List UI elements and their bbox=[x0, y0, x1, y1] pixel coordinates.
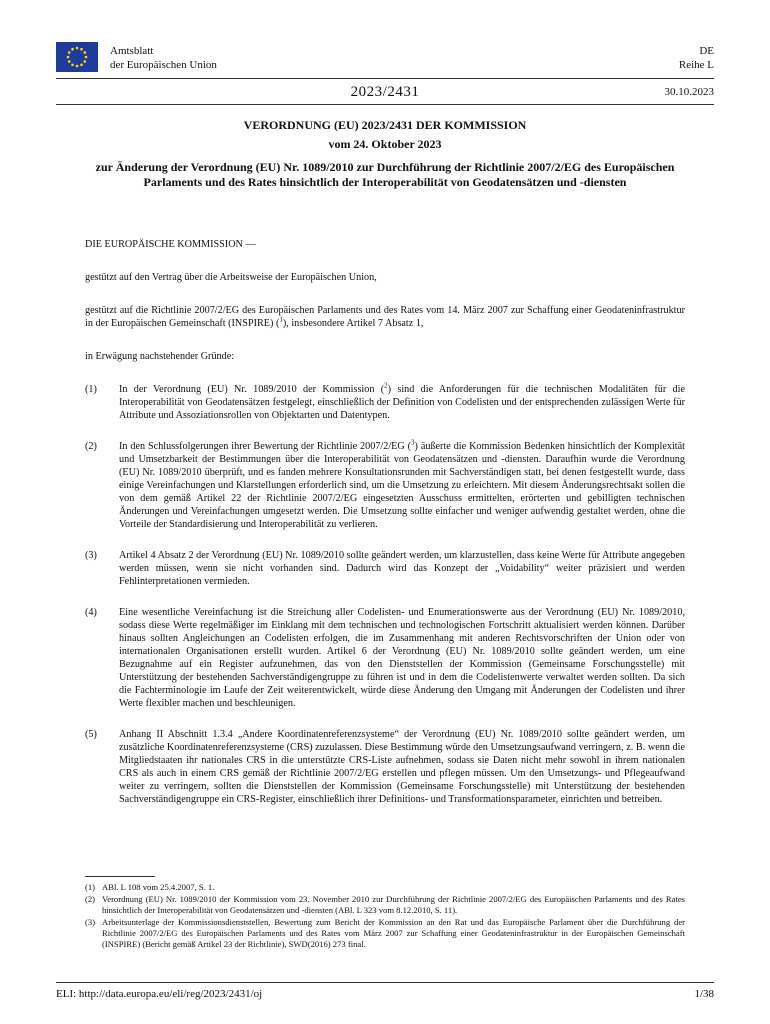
series-info bbox=[679, 44, 714, 72]
title-line-1: VERORDNUNG (EU) 2023/2431 DER KOMMISSION bbox=[243, 118, 527, 132]
recital-text-b: ) äußerte die Kommission Bedenken hinsichtlich der Komplexität und Umsetzbarkeit der Bestimmungen über die Interoperabilität von Geodatensätzen und -diensten. Daraufhin wurde die Verordnung (EU) Nr. 1089/2010 überprüft, und es fanden mehrere Konsultationsrunden mit Sachverständigen statt, bei denen festgestellt wurde, dass einige Vereinfachungen und Klarstellungen erforderlich sind, um die Umsetzung zu erleichtern. Mit diesem Änderungsrechtsakt sollen die von dem gemäß Artikel 22 der Richtlinie 2007/2/EG eingesetzten Ausschuss ermittelten, erörterten und gebilligten technischen Änderungen und Vereinfachungen umgesetzt werden. Die Umsetzung sollte einfacher und weniger aufwendig gestaltet werden, ohne die Vorteile der Standardisierung und Interoperabilität zu verlieren. bbox=[119, 441, 685, 530]
body-paragraph-4: in Erwägung nachstehender Gründe: bbox=[85, 351, 235, 362]
publication-line-1: Amtsblatt bbox=[110, 45, 154, 57]
body-paragraph-1: DIE EUROPÄISCHE KOMMISSION — bbox=[85, 239, 256, 250]
footer-rule bbox=[56, 982, 714, 983]
paragraph-3-text-a: gestützt auf die Richtlinie 2007/2/EG des Europäischen Parlaments und des Rates vom 14. März 2007 zur Schaffung einer Geodateninfrastruktur in der Europäischen Gemeinschaft (INSPIRE) ( bbox=[85, 305, 685, 329]
recital-text bbox=[119, 440, 685, 531]
footnote-text: Arbeitsunterlage der Kommissionsdienststellen, Bewertung zum Bericht der Kommission an den Rat und das Europäische Parlament über die Durchführung der Richtlinie 2007/2/EG des Europäischen Parlaments und des Rates vom März 2007 zur Schaffung einer Geodateninfrastruktur in der Europäischen Gemeinschaft (INSPIRE) (Bericht gemäß Artikel 23 der Richtlinie), SWD(2016) 273 final. bbox=[102, 917, 685, 949]
footnote-number: (3) bbox=[85, 917, 96, 927]
recital-1 bbox=[85, 383, 685, 422]
document-title bbox=[80, 118, 690, 194]
document-body bbox=[85, 238, 685, 824]
document-number: 2023/2431 bbox=[350, 84, 420, 100]
recital-number: (2) bbox=[85, 441, 97, 452]
series-label: Reihe L bbox=[678, 59, 714, 71]
recital-number: (4) bbox=[85, 607, 97, 618]
footnote-3 bbox=[85, 917, 685, 950]
title-subject: zur Änderung der Verordnung (EU) Nr. 1089/2010 zur Durchführung der Richtlinie 2007/2/EG des Europäischen Parlaments und des Rates hinsichtlich der Interoperabilität von Geodatensätzen und -diensten bbox=[95, 160, 675, 189]
footnote-2 bbox=[85, 894, 685, 916]
recital-number: (5) bbox=[85, 729, 97, 740]
publication-name bbox=[110, 44, 217, 72]
footnote-number: (2) bbox=[85, 894, 96, 904]
footnote-ref-3[interactable]: 3 bbox=[411, 438, 415, 447]
recital-3 bbox=[85, 549, 685, 588]
recital-number: (3) bbox=[85, 550, 97, 561]
page-number: 1/38 bbox=[694, 988, 714, 1000]
publication-date: 30.10.2023 bbox=[664, 86, 714, 98]
eu-flag-icon bbox=[56, 42, 98, 72]
eli-link[interactable]: ELI: http://data.europa.eu/eli/reg/2023/2431/oj bbox=[56, 988, 263, 1000]
number-rule bbox=[56, 104, 714, 105]
recital-number: (1) bbox=[85, 384, 97, 395]
recital-text: Eine wesentliche Vereinfachung ist die Streichung aller Codelisten- und Enumerationswerte aus der Verordnung (EU) Nr. 1089/2010, sodass diese Werte regelmäßiger im Einklang mit dem technischen und technologischen Fortschritt aktualisiert werden können. Darüber hinaus sollten Angleichungen an Codelisten erfolgen, die im Zusammenhang mit anderen Rechtsvorschriften der Union oder von internationalen Organisationen erstellt wurden. Artikel 6 der Verordnung (EU) Nr. 1089/2010 sollte geändert werden, um eine Bezugnahme auf ein Register aufzunehmen, das von den Dienststellen der Kommission (Gemeinsame Forschungsstelle) mit Unterstützung der bestehenden Sachverständigengruppe zu führen ist und in dem die Codelistenwerte verwaltet werden sollten. Da sich die Fachterminologie im Laufe der Zeit weiterentwickelt, würde diese Änderung den Umgang mit Änderungen der Codelisten und ihrer Werte flexibler machen und beschleunigen. bbox=[119, 607, 685, 709]
paragraph-3-text-b: ), insbesondere Artikel 7 Absatz 1, bbox=[282, 318, 424, 329]
body-paragraph-3 bbox=[85, 304, 685, 330]
recital-text bbox=[119, 383, 685, 422]
header-rule bbox=[56, 78, 714, 79]
recital-text-b: ) sind die Anforderungen für die technischen Modalitäten für die Interoperabilität von Geodatensätzen festgelegt, einschließlich der Definition von Codelisten und der entsprechenden zulässigen Werte für Attribute und Assoziationsrollen von Objektarten und Datentypen. bbox=[119, 384, 685, 421]
footnotes bbox=[85, 882, 685, 951]
footnote-ref-1[interactable]: 1 bbox=[279, 315, 283, 324]
title-line-2: vom 24. Oktober 2023 bbox=[328, 137, 442, 151]
footnote-separator bbox=[85, 876, 155, 877]
footnote-number: (1) bbox=[85, 882, 96, 892]
footnote-text: ABl. L 108 vom 25.4.2007, S. 1. bbox=[102, 882, 215, 892]
language-code: DE bbox=[699, 45, 714, 57]
footnote-text: Verordnung (EU) Nr. 1089/2010 der Kommission vom 23. November 2010 zur Durchführung der Richtlinie 2007/2/EG des Europäischen Parlaments und des Rates hinsichtlich der Interoperabilität von Geodatensätzen und -diensten (ABl. L 323 vom 8.12.2010, S. 11). bbox=[102, 894, 685, 915]
recital-text: Artikel 4 Absatz 2 der Verordnung (EU) Nr. 1089/2010 sollte geändert werden, um klarzustellen, dass keine Werte für Attribute angegeben werden müssen, wenn sie nicht vorhanden sind. Dadurch wird das Konzept der „Voidability“ weiter präzisiert und werden Fehlinterpretationen vermieden. bbox=[119, 550, 685, 587]
footnote-1 bbox=[85, 882, 685, 893]
recital-4 bbox=[85, 606, 685, 710]
recital-2 bbox=[85, 440, 685, 531]
recital-text: Anhang II Abschnitt 1.3.4 „Andere Koordinatenreferenzsysteme“ der Verordnung (EU) Nr. 1089/2010 sollte geändert werden, um zusätzliche Koordinatenreferenzsysteme (CRS) zuzulassen. Diese Bestimmung würde den Umsetzungsaufwand verringern, z. B. wenn die Mitgliedstaaten ihr nationales CRS in die unterstützte CRS-Liste aufnehmen, sodass sie Daten nicht mehr sowohl in ihrem nationalen CRS als auch in einem CRS gemäß der Richtlinie 2007/2/EG erstellen und pflegen müssen. Um den Umsetzungs- und Pflegeaufwand weiter zu verringern, sollten die Dienststellen der Kommission (Gemeinsame Forschungsstelle) mit Unterstützung der bestehenden Sachverständigengruppe ein CRS-Register, einschließlich ihrer Definitions- und Transformationsparameter, einrichten und betreiben. bbox=[119, 729, 685, 805]
recital-text-a: In den Schlussfolgerungen ihrer Bewertung der Richtlinie 2007/2/EG ( bbox=[119, 441, 412, 452]
publication-line-2: der Europäischen Union bbox=[110, 59, 217, 71]
recital-text-a: In der Verordnung (EU) Nr. 1089/2010 der Kommission ( bbox=[119, 384, 385, 395]
footnote-ref-2[interactable]: 2 bbox=[384, 381, 388, 390]
recital-5 bbox=[85, 728, 685, 806]
body-paragraph-2: gestützt auf den Vertrag über die Arbeitsweise der Europäischen Union, bbox=[85, 272, 377, 283]
